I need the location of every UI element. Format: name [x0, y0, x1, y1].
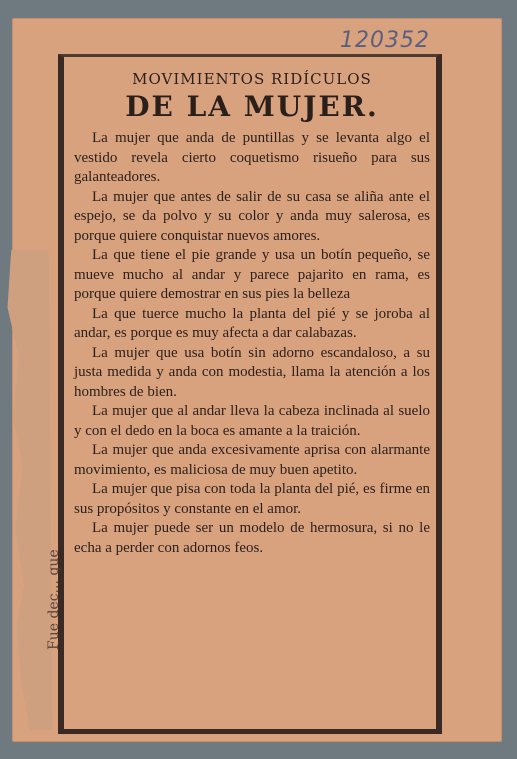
paragraph-1: La mujer que anda de puntillas y se levanta algo el vestido revela cierto coquetismo risueño para sus galanteadores.: [74, 130, 430, 185]
paragraph-9: La mujer puede ser un modelo de hermosura, si no le echa a perder con adornos feos.: [74, 520, 430, 556]
document-content: [74, 70, 430, 558]
archive-number: 120352: [340, 28, 430, 53]
paragraph-5: La mujer que usa botín sin adorno escandaloso, a su justa medida y anda con modestia, llama la atención a los hombres de bien.: [74, 344, 430, 400]
document-title: DE LA MUJER.: [125, 90, 379, 123]
paragraph-7: La mujer que anda excesivamente aprisa con alarmante movimiento, es maliciosa de muy buen apetito.: [74, 442, 430, 478]
paragraph-3: La que tiene el pie grande y usa un botín pequeño, se mueve mucho al andar y parece pajarito en rama, es porque quiere demostrar en sus pies la belleza: [74, 247, 430, 302]
paragraph-8: La mujer que pisa con toda la planta del pié, es firme en sus propósitos y constante en el amor.: [74, 481, 430, 517]
paragraph-2: La mujer que antes de salir de su casa se aliña ante el espejo, se da polvo y su color y anda muy salerosa, es porque quiere conquistar nuevos amores.: [74, 188, 430, 244]
paragraph-6: La mujer que al andar lleva la cabeza inclinada al suelo y con el dedo en la boca es amante a la traición.: [74, 403, 430, 439]
side-note: Fue dec... que: [46, 549, 62, 650]
document-subtitle: MOVIMIENTOS RIDÍCULOS: [132, 70, 372, 88]
paragraph-4: La que tuerce mucho la planta del pié y se joroba al andar, es porque es muy afecta a dar calabazas.: [74, 305, 430, 341]
